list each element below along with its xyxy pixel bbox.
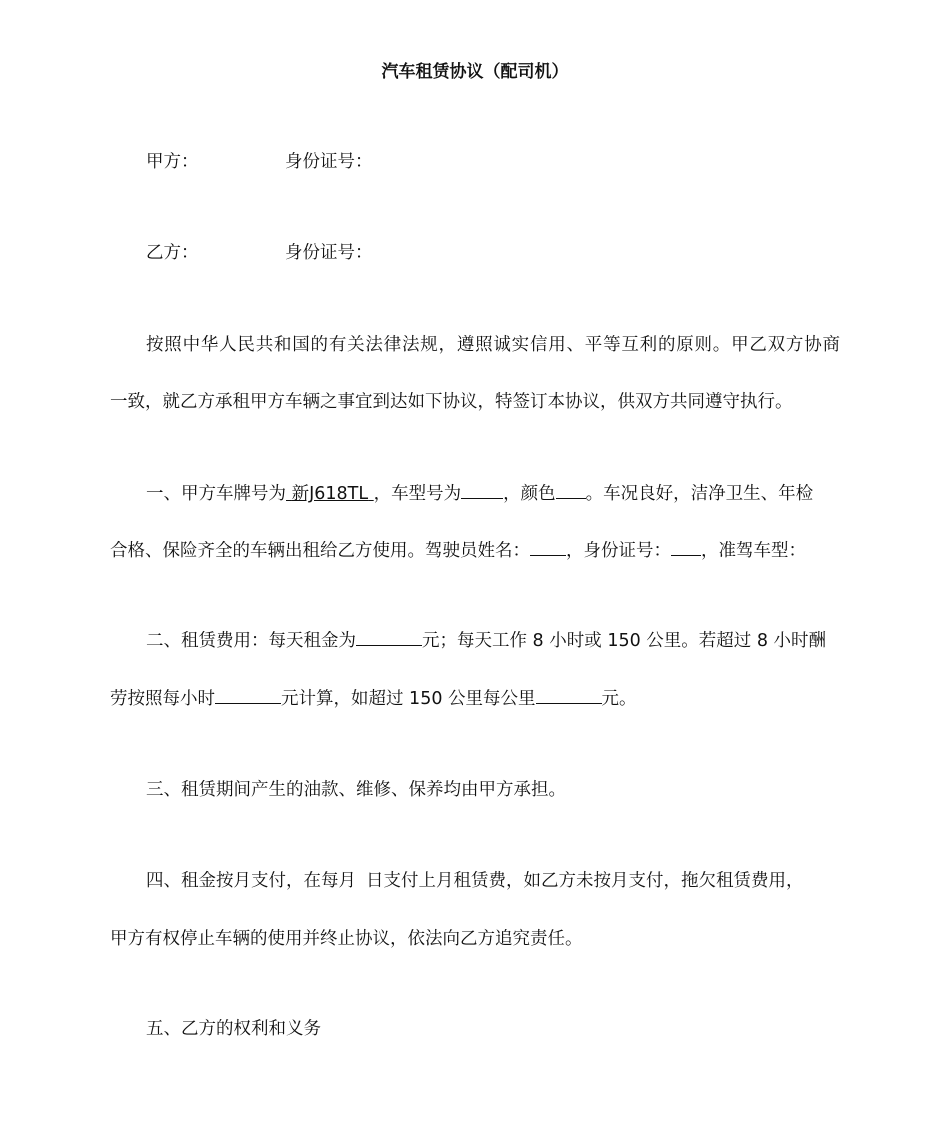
clause-1-rest: 。车况良好，洁净卫生、年检 [585, 484, 814, 504]
per-km-rate-blank [536, 689, 602, 704]
driver-id-label: ，身份证号： [566, 541, 671, 561]
overdistance-label: 元计算，如超过 150 公里每公里 [281, 689, 536, 709]
clause-3: 三、租赁期间产生的油款、维修、保养均由甲方承担。 [146, 780, 566, 800]
plate-number-value: 新J618TL [291, 484, 369, 504]
party-b-line [146, 241, 373, 265]
daily-rent-label: 二、租赁费用：每天租金为 [146, 631, 356, 651]
party-a-label: 甲方： [146, 152, 199, 172]
clause-1-line-2 [110, 539, 806, 563]
license-class-label: ，准驾车型： [701, 541, 806, 561]
clause-2-end: 元。 [601, 689, 637, 709]
plate-number [286, 484, 374, 504]
clause-1-line-1 [146, 482, 813, 506]
party-a-id-label: 身份证号： [285, 152, 373, 172]
clause-5-heading: 五、乙方的权利和义务 [146, 1019, 321, 1039]
party-a-line [146, 150, 373, 174]
color-blank [556, 484, 586, 499]
party-b-label: 乙方： [146, 243, 199, 263]
clause-4-line-2: 甲方有权停止车辆的使用并终止协议，依法向乙方追究责任。 [110, 929, 583, 949]
clause-4-line-1 [146, 869, 804, 893]
overtime-rate-blank [215, 689, 281, 704]
clause-2-line-1 [146, 629, 826, 653]
clause-4-terms: 日支付上月租赁费，如乙方未按月支付，拖欠租赁费用， [366, 871, 804, 891]
driver-name-label: 合格、保险齐全的车辆出租给乙方使用。驾驶员姓名： [110, 541, 530, 561]
model-blank [461, 484, 503, 499]
party-b-id-label: 身份证号： [285, 243, 373, 263]
intro-line-2: 一致，就乙方承租甲方车辆之事宜到达如下协议，特签订本协议，供双方共同遵守执行。 [110, 392, 793, 412]
clause-2-terms: 元；每天工作 8 小时或 150 公里。若超过 8 小时酬 [422, 631, 827, 651]
driver-name-blank [530, 541, 566, 556]
intro-line-1: 按照中华人民共和国的有关法律法规，遵照诚实信用、平等互利的原则。甲乙双方协商 [146, 335, 840, 355]
document-title: 汽车租赁协议（配司机） [381, 62, 569, 82]
clause-1-color-label: ，颜色 [503, 484, 556, 504]
payment-day-label: 四、租金按月支付，在每月 [146, 871, 356, 891]
driver-id-blank [671, 541, 701, 556]
clause-1-plate-label: 一、甲方车牌号为 [146, 484, 286, 504]
overtime-label: 劳按照每小时 [110, 689, 215, 709]
clause-2-line-2 [110, 687, 637, 711]
clause-1-model-label: ，车型号为 [373, 484, 462, 504]
daily-rent-blank [356, 631, 422, 646]
